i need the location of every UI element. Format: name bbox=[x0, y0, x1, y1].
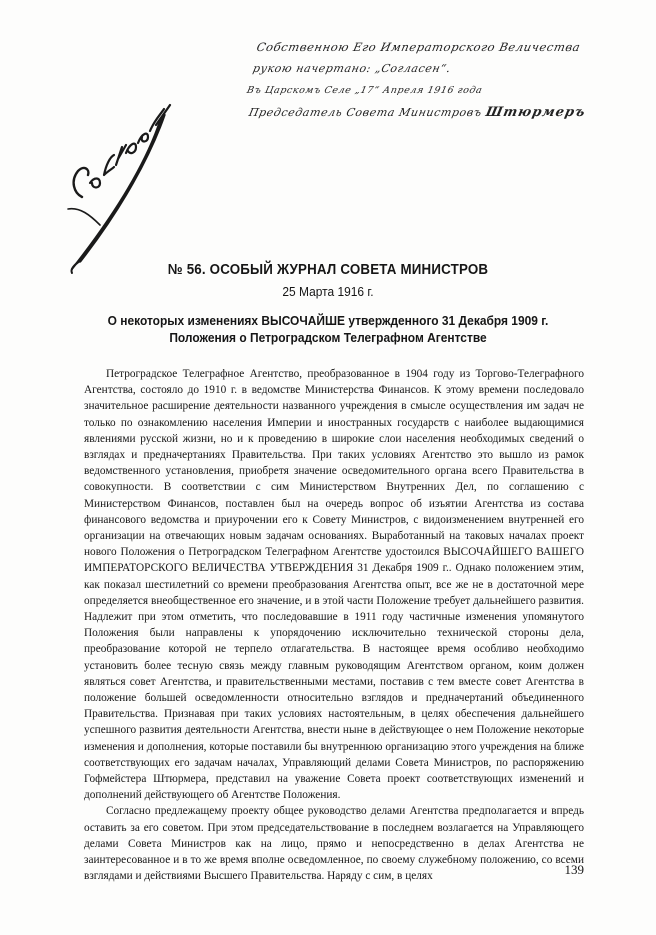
body-paragraph-2: Согласно предлежащему проекту общее руководство делами Агентства предполагается и впредь оставить за его советом. При этом председательствование в последнем возлагается на Управляющего делами Совета Министров как на лицо, прямо и непосредственно в делах Агентства не заинтересованное и в то же время вполне осведомленное, по своему служебному положению, со всеми взглядами и действиями Высшего Правительства. Наряду с сим, в целях bbox=[84, 805, 584, 883]
document-date: 25 Марта 1916 г. bbox=[282, 284, 374, 299]
handwritten-resolution-text: Согласен bbox=[60, 85, 64, 86]
handwritten-note-chairman: Председатель Совета Министровъ bbox=[247, 106, 484, 119]
document-subtitle-line-1: О некоторых изменениях ВЫСОЧАЙШЕ утвержденного 31 Декабря 1909 г. bbox=[107, 313, 549, 328]
handwritten-note-line-2: рукою начертано: „Согласен“. bbox=[251, 62, 453, 75]
handwritten-resolution bbox=[60, 85, 180, 275]
handwritten-signature: Штюрмеръ bbox=[484, 105, 588, 120]
handwritten-note-line-1: Собственною Его Императорского Величества bbox=[255, 40, 582, 54]
document-subtitle bbox=[26, 312, 630, 346]
document-body bbox=[84, 366, 584, 885]
document-subtitle-line-2: Положения о Петроградском Телеграфном Агентстве bbox=[169, 330, 487, 345]
body-paragraph-1: Петроградское Телеграфное Агентство, преобразованное в 1904 году из Торгово-Телеграфного Агентства, состояло до 1910 г. в ведомстве Министерства Финансов. К этому времени последовало значительное расширение деятельности названного учреждения в смысле осуществления им задач не только по ознакомлению населения Империи и иностранных государств с наиболее выдающимися явлениями русской жизни, но и к проведению в широкие слои населения необходимых сведений о взглядах и предначертаниях Правительства. При таких условиях Агентство это вышло из рамок ведомственного установления, приобретя значение осведомительного органа всего Правительства в совокупности. В соответствии с сим Министерством Внутренних Дел, по соглашению с Министерством Финансов, поставлен был на очередь вопрос об изъятии Агентства из состава финансового ведомства и приурочении его к Совету Министров, с видоизменением внутренней его организации на отвечающих новым задачам основаниях. Выработанный на таковых началах проект нового Положения о Петроградском Телеграфном Агентстве удостоился ВЫСОЧАЙШЕГО ВАШЕГО ИМПЕРАТОРСКОГО ВЕЛИЧЕСТВА УТВЕРЖДЕНИЯ 31 Декабря 1909 г.. Однако положением этим, как показал шестилетний со времени преобразования Агентства опыт, все же не в достаточной мере определяется внеобщественное его значение, и в этой части Положение требует дальнейшего развития. Надлежит при этом отметить, что последовавшие в 1911 году частичные изменения упомянутого Положения были направлены к упорядочению исключительно технической стороны дела, преобразование которой не терпело отлагательства. В настоящее время особливо необходимо установить более тесную связь между главным руководящим Агентством органом, коим должен являться совет Агентства, и правительственными местами, поставив с тем вместе совет Агентства в положение большей осведомленности относительно взглядов и предначертаний объединенного Правительства. Признавая при таких условиях настоятельным, в целях обеспечения дальнейшего успешного развития деятельности Агентства, внести ныне в действующее о нем Положение некоторые изменения и дополнения, которые поставили бы внутреннюю организацию этого учреждения на ближе соответствующих его задачам началах, Управляющий делами Совета Министров, по распоряжению Гофмейстера Штюрмера, представил на уважение Совета проект соответствующих изменений и дополнений действующего об Агентстве Положения. bbox=[84, 368, 584, 802]
handwritten-note bbox=[240, 40, 590, 128]
handwritten-note-line-4 bbox=[246, 106, 593, 128]
handwritten-note-line-3: Въ Царскомъ Селе „17“ Апреля 1916 года bbox=[245, 85, 484, 96]
document-title: № 56. ОСОБЫЙ ЖУРНАЛ СОВЕТА МИНИСТРОВ bbox=[167, 262, 489, 278]
page-number: 139 bbox=[564, 862, 584, 877]
